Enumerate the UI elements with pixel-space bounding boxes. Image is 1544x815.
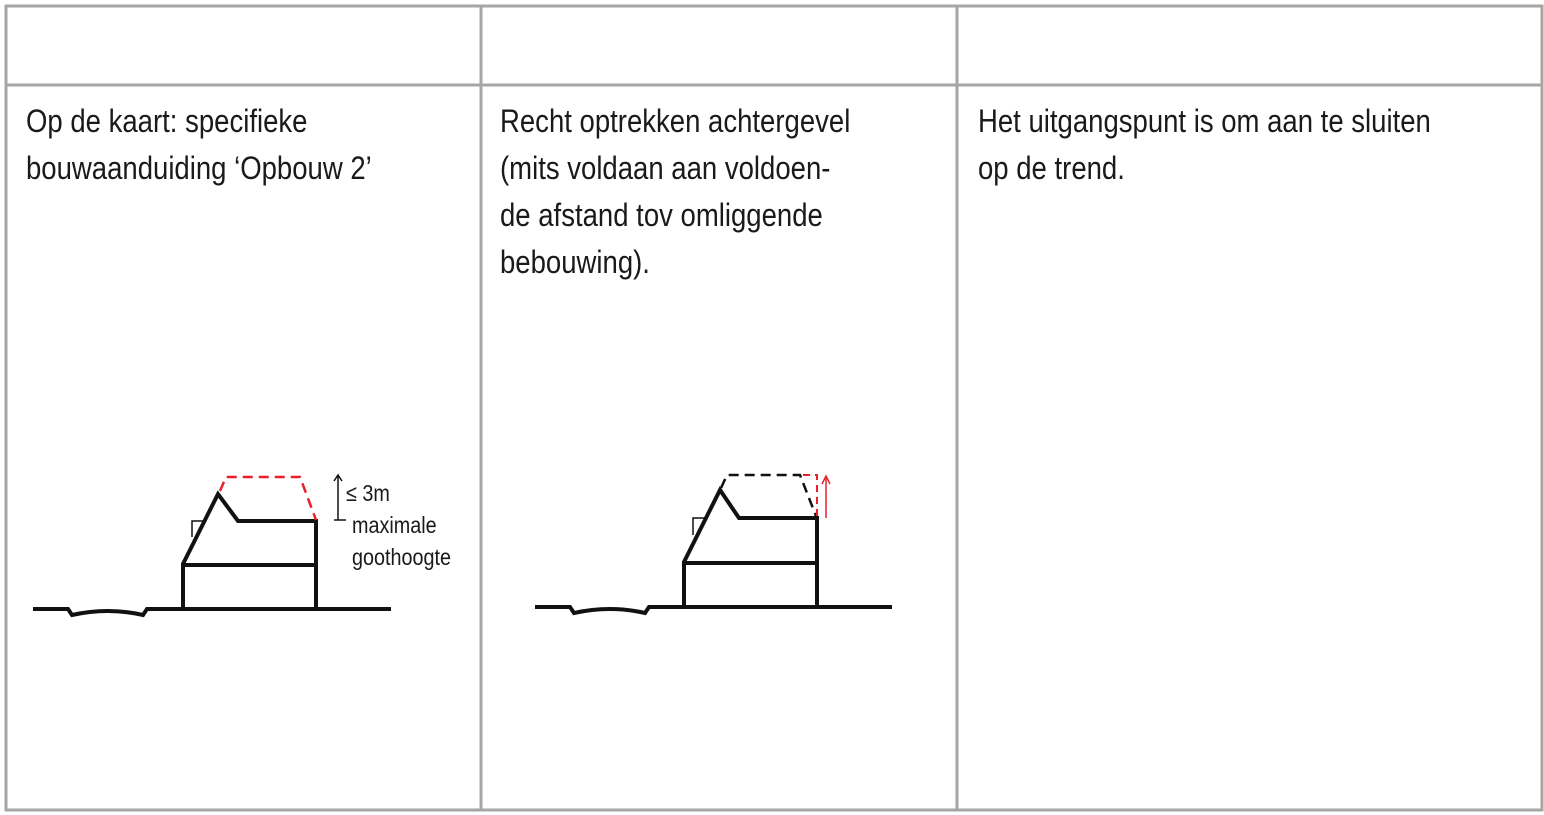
raise-facade-dashed-red xyxy=(803,475,817,518)
annotation-goothoogte: goothoogte xyxy=(352,544,452,570)
house-outline-2 xyxy=(684,490,817,607)
cell-text-col-2: Recht optrekken achtergevel (mits voldaan aan voldoen- de afstand tov omliggende bebouwing). xyxy=(500,103,851,280)
cell-text-col-3: Het uitgangspunt is om aan te sluiten op de trend. xyxy=(978,103,1431,186)
raise-arrow-red xyxy=(822,476,830,518)
annotation-height-value: ≤ 3m xyxy=(346,480,390,506)
cell-text-col-1: Op de kaart: specifieke bouwaanduiding ‘Opbouw 2’ xyxy=(26,103,372,186)
annotation-maximale: maximale xyxy=(352,512,437,538)
ground-line-2 xyxy=(535,607,892,613)
